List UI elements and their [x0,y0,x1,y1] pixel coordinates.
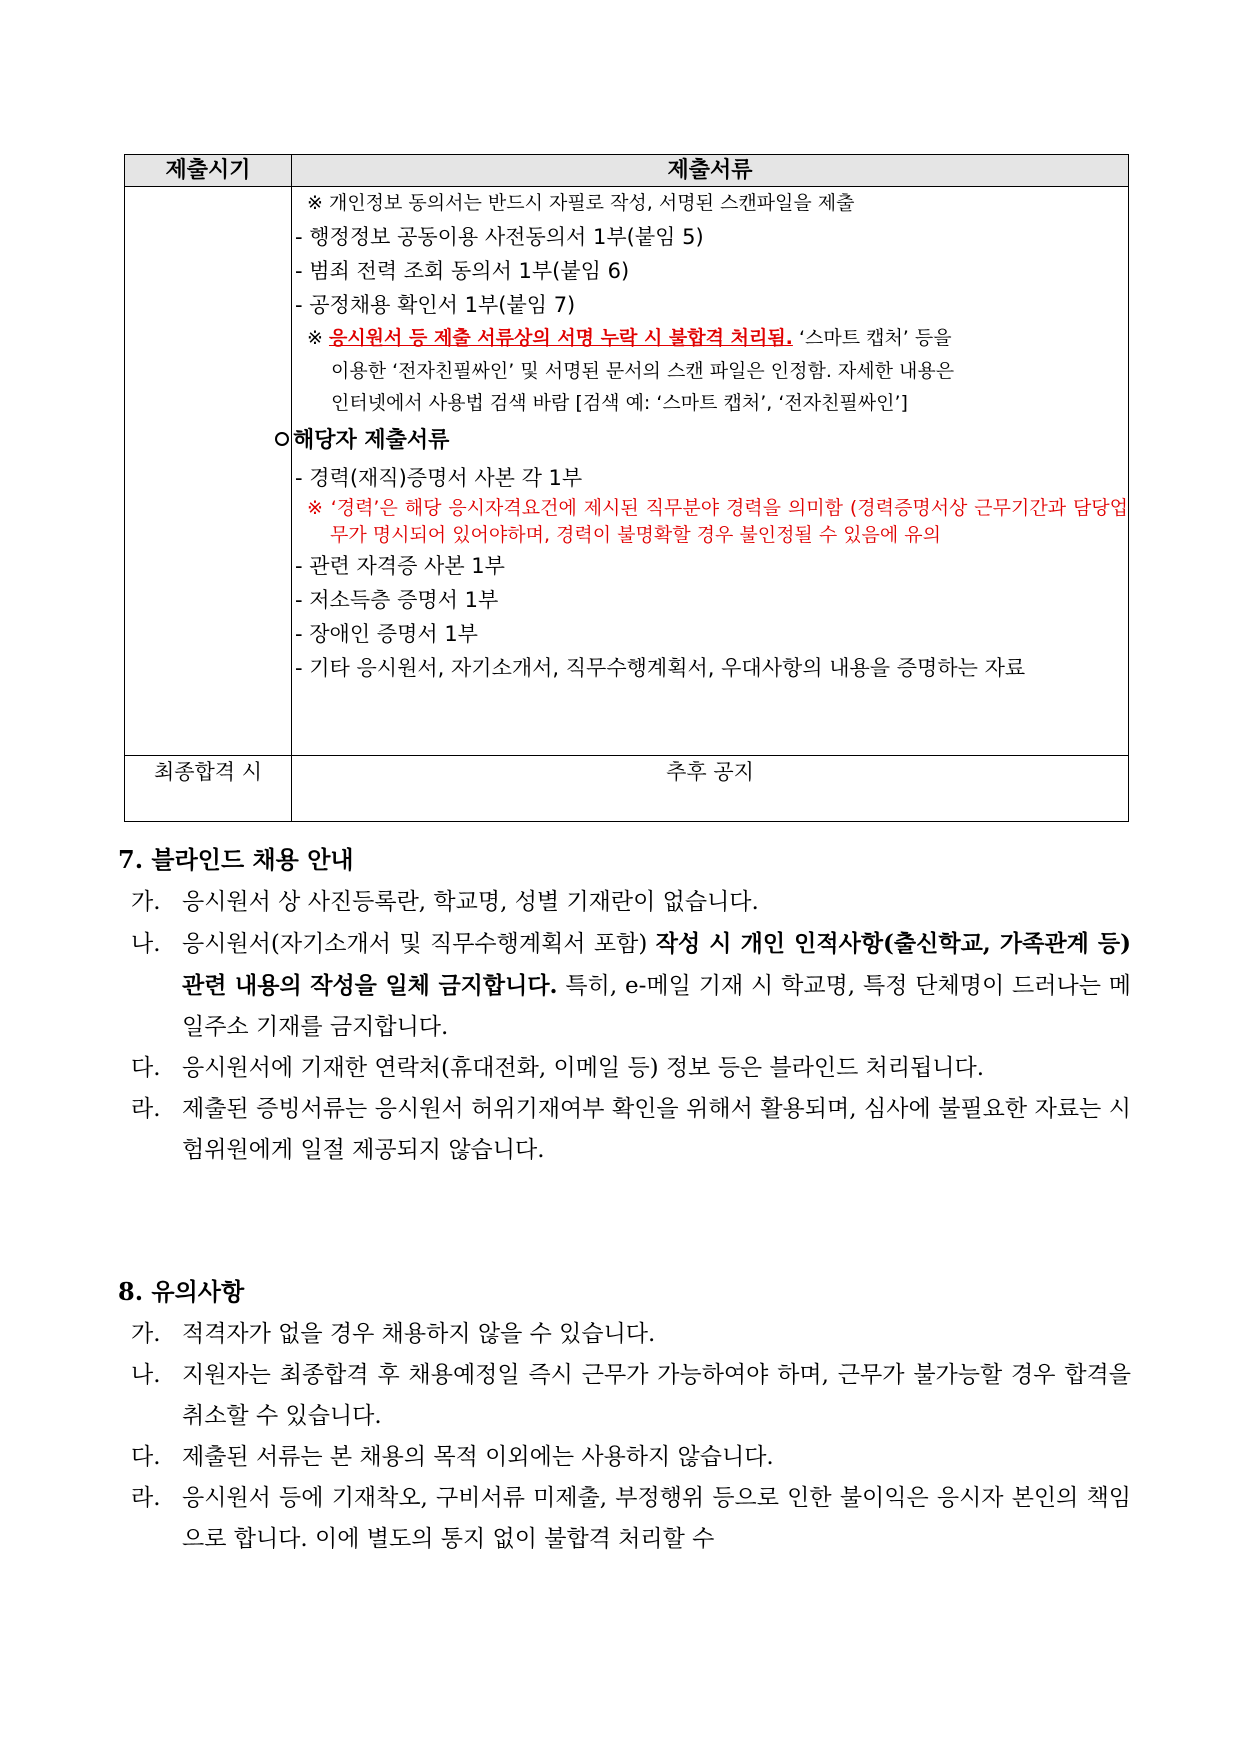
list-item: - 관련 자격증 사본 1부 [295,554,505,578]
signature-note [292,322,1128,355]
documents-cell [292,187,1129,756]
personal-info-note: ※ 개인정보 동의서는 반드시 자필로 작성, 서명된 스캔파일을 제출 [307,192,855,214]
list-item: - 공정채용 확인서 1부(붙임 7) [295,293,576,317]
list-item: - 경력(재직)증명서 사본 각 1부 [295,466,583,490]
submission-time-cell [125,187,292,756]
header-submission-time: 제출시기 [125,155,292,187]
section-blind-recruitment [118,838,1131,1171]
signature-warning: 응시원서 등 제출 서류상의 서명 누락 시 불합격 처리됨. [328,327,793,349]
list-item: 라. 제출된 증빙서류는 응시원서 허위기재여부 확인을 위해서 활용되며, 심사에 불필요한 자료는 시험위원에게 일절 제공되지 않습니다. [131,1096,1131,1163]
signature-note-rest: ‘스마트 캡처’ 등을 [792,327,952,349]
section-title: 7. 블라인드 채용 안내 [118,845,354,874]
table-header-row [125,155,1129,187]
list-item: 가. 적격자가 없을 경우 채용하지 않을 수 있습니다. [131,1321,656,1347]
note-mark: ※ [307,497,324,519]
list-item: - 범죄 전력 조회 동의서 1부(붙임 6) [295,259,630,283]
list-item: - 행정정보 공동이용 사전동의서 1부(붙임 5) [295,225,704,249]
list-item: 나. 지원자는 최종합격 후 채용예정일 즉시 근무가 가능하여야 하며, 근무가 불가능할 경우 합격을 취소할 수 있습니다. [131,1362,1131,1429]
bold-warning-text: 작성 시 개인 인적사항(출신학교, 가족관계 등) 관련 내용의 작성을 일체 금지합니다. [182,930,1131,999]
list-item: - 저소득층 증명서 1부 [295,588,499,612]
list-item: 가. 응시원서 상 사진등록란, 학교명, 성별 기재란이 없습니다. [131,889,759,915]
list-item: 다. 응시원서에 기재한 연락처(휴대전화, 이메일 등) 정보 등은 블라인드 처리됩니다. [131,1055,985,1081]
final-pass-label: 최종합격 시 [125,756,292,822]
signature-note-line: 이용한 ‘전자친필싸인’ 및 서명된 문서의 스캔 파일은 인정함. 자세한 내용은 [331,360,955,382]
signature-note-line: 인터넷에서 사용법 검색 바람 [검색 예: ‘스마트 캡처’, ‘전자친필싸인’] [331,392,908,414]
section-precautions [118,1270,1131,1560]
list-item: 라. 응시원서 등에 기재착오, 구비서류 미제출, 부정행위 등으로 인한 불이익은 응시자 본인의 책임으로 합니다. 이에 별도의 통지 없이 불합격 처리할 수 [131,1485,1131,1552]
career-note-text: ‘경력’은 해당 응시자격요건에 제시된 직무분야 경력을 의미함 (경력증명서상 근무기간과 담당업무가 명시되어 있어야하며, 경력이 불명확할 경우 불인정될 수 있음에 유의 [330,497,1129,546]
list-item: - 기타 응시원서, 자기소개서, 직무수행계획서, 우대사항의 내용을 증명하는 자료 [295,656,1026,680]
header-submission-documents: 제출서류 [292,155,1129,187]
section-title: 8. 유의사항 [118,1277,245,1306]
table-row [125,756,1129,822]
applicable-documents-heading: 해당자 제출서류 [275,421,1128,461]
career-note [292,495,1128,549]
submission-documents-table [124,154,1129,822]
table-row [125,187,1129,756]
list-item: 나. 응시원서(자기소개서 및 직무수행계획서 포함) 작성 시 개인 인적사항(출신학교, 가족관계 등) 관련 내용의 작성을 일체 금지합니다. 특히, e-메일 기재 시 학교명, 특정 단체명이 드러나는 메일주소 기재를 금지합니다. [131,930,1131,1040]
note-mark: ※ [307,327,323,349]
circle-bullet-icon [275,432,289,446]
list-item: 다. 제출된 서류는 본 채용의 목적 이외에는 사용하지 않습니다. [131,1444,774,1470]
final-pass-value: 추후 공지 [292,756,1129,822]
list-item: - 장애인 증명서 1부 [295,622,478,646]
